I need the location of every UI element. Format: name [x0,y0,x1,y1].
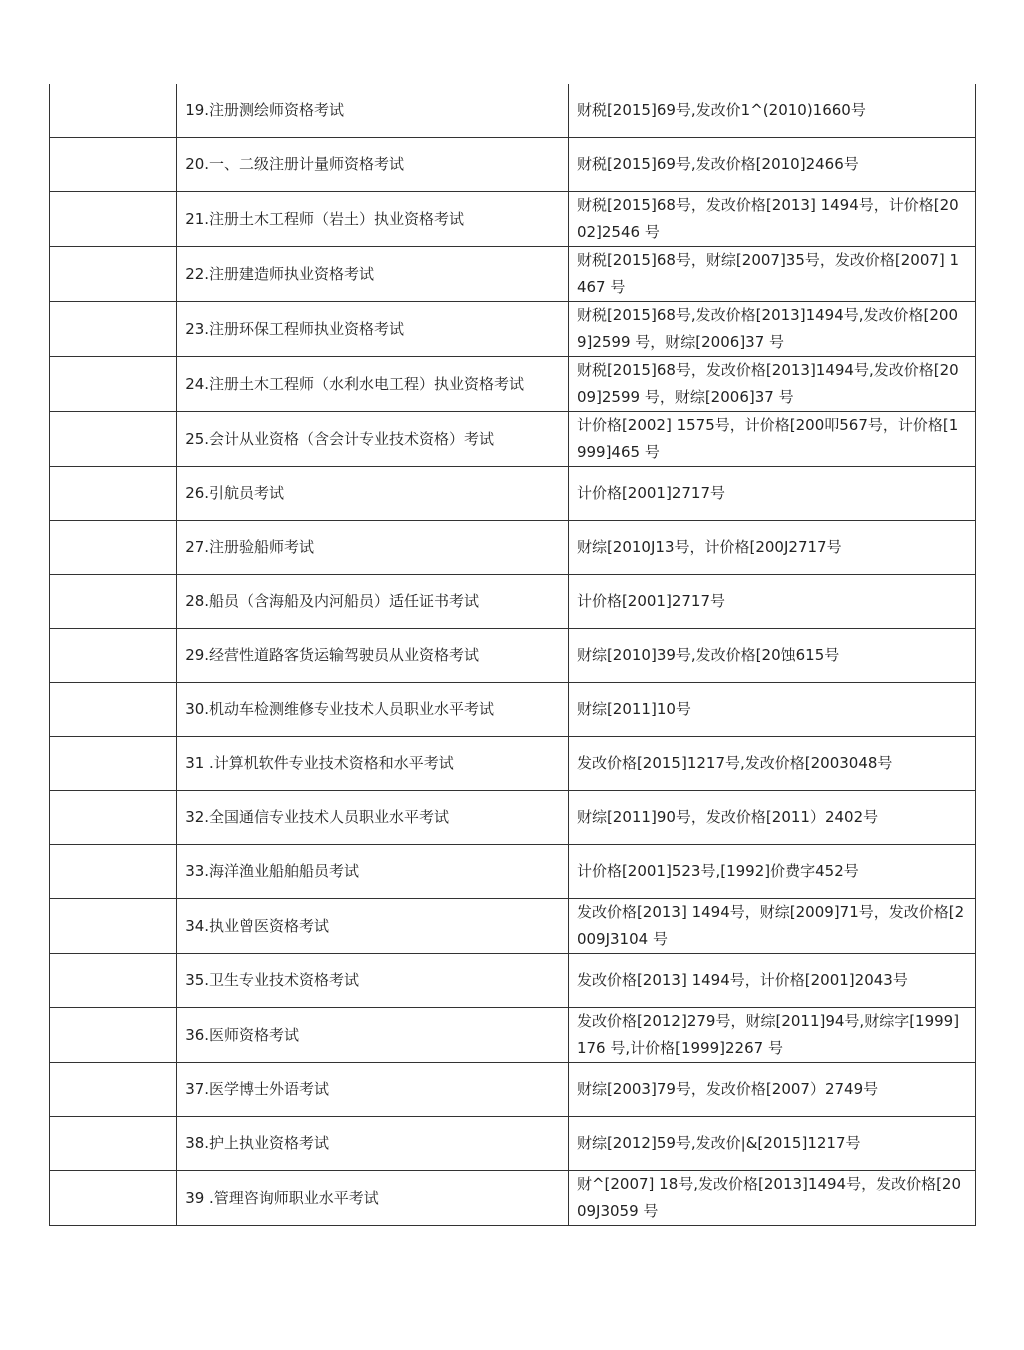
fee-basis-cell: 发改价格[2013] 1494号，计价格[2001]2043号 [568,954,975,1008]
table-row [50,954,976,1008]
fee-basis-cell: 财税[2015]68号，发改价格[2013]1494号,发改价格[2009]2599 号，财综[2006]37 号 [568,357,975,412]
exam-name-cell: 31 .计算机软件专业技术资格和水平考试 [177,737,569,791]
fee-basis-cell: 计价格[2002] 1575号，计价格[200叩567号，计价格[1999]465 号 [568,412,975,467]
exam-name-cell: 30.机动车检测维修专业技术人员职业水平考试 [177,683,569,737]
fee-basis-cell: 财综[2011]10号 [568,683,975,737]
table-row [50,138,976,192]
exam-name-cell: 21.注册土木工程师（岩土）执业资格考试 [177,192,569,247]
blank-cell [50,84,177,138]
table-row [50,84,976,138]
blank-cell [50,575,177,629]
exam-name-cell: 23.注册环保工程师执业资格考试 [177,302,569,357]
blank-cell [50,467,177,521]
exam-name-cell: 20.一、二级注册计量师资格考试 [177,138,569,192]
table-row [50,899,976,954]
exam-name-cell: 26.引航员考试 [177,467,569,521]
exam-name-cell: 36.医师资格考试 [177,1008,569,1063]
blank-cell [50,192,177,247]
exam-name-cell: 29.经营性道路客货运输驾驶员从业资格考试 [177,629,569,683]
blank-cell [50,954,177,1008]
blank-cell [50,1171,177,1226]
blank-cell [50,412,177,467]
table-row [50,1117,976,1171]
table-row [50,1008,976,1063]
fee-basis-cell: 计价格[2001]2717号 [568,575,975,629]
blank-cell [50,845,177,899]
blank-cell [50,302,177,357]
exam-name-cell: 22.注册建造师执业资格考试 [177,247,569,302]
fee-basis-cell: 财综[2010J13号，计价格[200J2717号 [568,521,975,575]
blank-cell [50,683,177,737]
blank-cell [50,629,177,683]
table-row [50,683,976,737]
fee-basis-cell: 财税[2015]68号，发改价格[2013] 1494号，计价格[2002]2546 号 [568,192,975,247]
blank-cell [50,521,177,575]
blank-cell [50,1008,177,1063]
fee-basis-cell: 财^[2007] 18号,发改价格[2013]1494号，发改价格[2009J3059 号 [568,1171,975,1226]
blank-cell [50,247,177,302]
fee-basis-cell: 财综[2010]39号,发改价格[20蚀615号 [568,629,975,683]
table-row [50,1171,976,1226]
table-row [50,629,976,683]
fee-basis-cell: 财综[2003]79号，发改价格[2007）2749号 [568,1063,975,1117]
fee-basis-cell: 发改价格[2012]279号，财综[2011]94号,财综字[1999]176 号,计价格[1999]2267 号 [568,1008,975,1063]
fee-basis-cell: 财税[2015]68号，财综[2007]35号，发改价格[2007] 1467 号 [568,247,975,302]
exam-name-cell: 39 .管理咨询师职业水平考试 [177,1171,569,1226]
blank-cell [50,357,177,412]
table-row [50,412,976,467]
blank-cell [50,138,177,192]
exam-name-cell: 34.执业曾医资格考试 [177,899,569,954]
table-row [50,575,976,629]
exam-name-cell: 27.注册验船师考试 [177,521,569,575]
exam-name-cell: 38.护上执业资格考试 [177,1117,569,1171]
table-row [50,1063,976,1117]
table-row [50,521,976,575]
blank-cell [50,1063,177,1117]
table-row [50,192,976,247]
table-row [50,845,976,899]
table-row [50,737,976,791]
fee-basis-cell: 计价格[2001]2717号 [568,467,975,521]
blank-cell [50,737,177,791]
fee-basis-cell: 财综[2012]59号,发改价|&[2015]1217号 [568,1117,975,1171]
fee-basis-cell: 发改价格[2013] 1494号，财综[2009]71号，发改价格[2009J3104 号 [568,899,975,954]
fee-basis-cell: 财税[2015]69号,发改价1^(2010)1660号 [568,84,975,138]
blank-cell [50,899,177,954]
table-body [50,84,976,1226]
exam-name-cell: 37.医学博士外语考试 [177,1063,569,1117]
table-row [50,467,976,521]
fee-basis-cell: 财综[2011]90号，发改价格[2011）2402号 [568,791,975,845]
exam-name-cell: 19.注册测绘师资格考试 [177,84,569,138]
fee-basis-cell: 计价格[2001]523号,[1992]价费字452号 [568,845,975,899]
exam-name-cell: 28.船员（含海船及内河船员）适任证书考试 [177,575,569,629]
exam-name-cell: 33.海洋渔业船舶船员考试 [177,845,569,899]
exam-name-cell: 24.注册土木工程师（水利水电工程）执业资格考试 [177,357,569,412]
exam-name-cell: 32.全国通信专业技术人员职业水平考试 [177,791,569,845]
table-row [50,302,976,357]
fee-basis-cell: 发改价格[2015]1217号,发改价格[2003048号 [568,737,975,791]
blank-cell [50,1117,177,1171]
document-page [49,84,976,1226]
exam-name-cell: 25.会计从业资格（含会计专业技术资格）考试 [177,412,569,467]
fee-basis-cell: 财税[2015]69号,发改价格[2010]2466号 [568,138,975,192]
exam-fee-basis-table [49,84,976,1226]
table-row [50,791,976,845]
fee-basis-cell: 财税[2015]68号,发改价格[2013]1494号,发改价格[2009]2599 号，财综[2006]37 号 [568,302,975,357]
blank-cell [50,791,177,845]
exam-name-cell: 35.卫生专业技术资格考试 [177,954,569,1008]
table-row [50,247,976,302]
table-row [50,357,976,412]
